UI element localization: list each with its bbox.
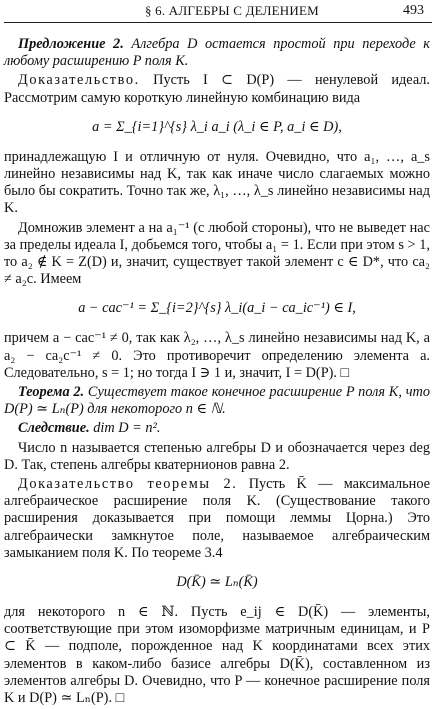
proof-text: Пусть K̄ — максимальное алгебраическое расширение поля K. (Существование такого расширения доказывается при помощи леммы Цорна.) Это алгебраически замкнутое поле, называемое алгебраическим замыканием поля K. По теореме 3.4 [4, 476, 430, 561]
corollary-label: Следствие. [18, 420, 90, 437]
proof-conclusion: причем a − cac⁻¹ ≠ 0, так как λ₂, …, λ_s линейно независимы над K, а a₂ − ca₂c⁻¹ ≠ 0. Это противоречит определению элемента a. Следовательно, s = 1; но тогда I ∋ 1 и, значит, I = D(P). □ [4, 330, 430, 381]
proof-label: Доказательство. [18, 72, 140, 89]
proof-label: Доказательство теоремы 2. [18, 476, 238, 493]
proof-paragraph: Домножив элемент a на a₁⁻¹ (с любой стороны), что не выведет нас за пределы идеала I, добьемся того, чтобы a₁ = 1. Если при этом s > 1, то a₂ ∉ K = Z(D) и, значит, существует такой элемент c ∈ D*, что ca₂ ≠ a₂c. Имеем [4, 219, 430, 288]
corollary [4, 420, 430, 437]
proof-paragraph [4, 72, 430, 106]
proposition-2 [4, 36, 430, 70]
proof-continuation: принадлежащую I и отличную от нуля. Очевидно, что a₁, …, a_s линейно независимы над K, так как иначе число слагаемых можно было бы сократить. Точно так же, λ₁, …, λ_s линейно независимы над K. [4, 148, 430, 217]
proof-theorem-2 [4, 476, 430, 562]
display-formula-sum: a = Σ_{i=1}^{s} λ_i a_i (λ_i ∈ P, a_i ∈ D), [92, 118, 342, 135]
page-header [0, 0, 434, 22]
page-number: 493 [403, 3, 424, 18]
running-head: § 6. АЛГЕБРЫ С ДЕЛЕНИЕМ [145, 3, 319, 18]
theorem-2 [4, 384, 430, 418]
theorem-label: Теорема 2. [18, 384, 85, 401]
header-rule [4, 22, 432, 23]
degree-definition: Число n называется степенью алгебры D и обозначается через deg D. Так, степень алгебры кватернионов равна 2. [4, 439, 430, 473]
theorem-statement: Существует такое конечное расширение P поля K, что D(P) ≃ Lₙ(P) для некоторого n ∈ ℕ. [4, 384, 430, 418]
display-formula-isomorphism: D(K̄) ≃ Lₙ(K̄) [176, 574, 258, 591]
proposition-statement: Алгебра D остается простой при переходе к любому расширению P поля K. [4, 36, 430, 70]
display-formula-commutator: a − cac⁻¹ = Σ_{i=2}^{s} λ_i(a_i − ca_ic⁻¹) ∈ I, [78, 300, 356, 317]
proposition-label: Предложение 2. [18, 36, 124, 52]
page-body [4, 36, 430, 709]
proof-conclusion: для некоторого n ∈ ℕ. Пусть e_ij ∈ D(K̄) — элементы, соответствующие при этом изоморфизме матричным единицам, и P ⊂ K̄ — подполе, порожденное над K координатами всех этих элементов в каком-либо базисе алгебры D(K̄), составленном из элементов алгебры D. Очевидно, что P — конечное расширение поля K и D(P) ≃ Lₙ(P). □ [4, 604, 430, 707]
corollary-statement: dim D = n². [93, 420, 161, 437]
proof-text: Пусть I ⊂ D(P) — ненулевой идеал. Рассмотрим самую короткую линейную комбинацию вида [4, 72, 431, 106]
